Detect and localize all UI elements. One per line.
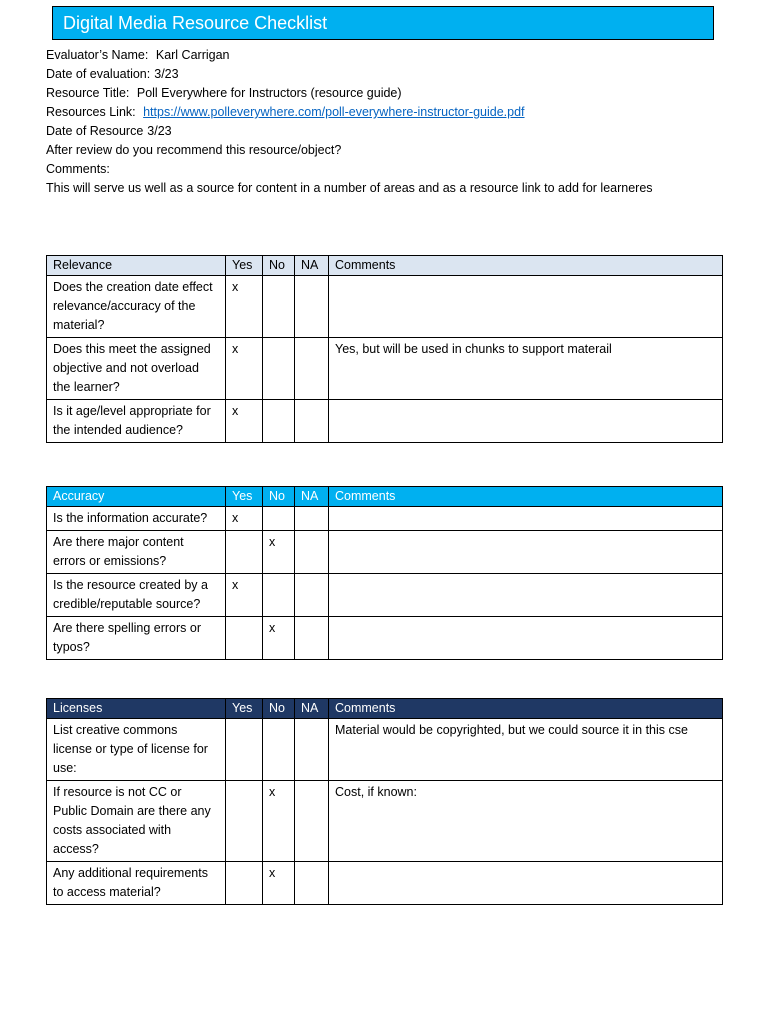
accuracy-header-na: NA	[295, 487, 329, 507]
na-cell	[295, 507, 329, 531]
relevance-header-no: No	[263, 256, 295, 276]
yes-cell	[226, 531, 263, 574]
licenses-header-yes: Yes	[226, 699, 263, 719]
yes-cell	[226, 781, 263, 862]
no-cell: x	[263, 862, 295, 905]
question-cell: Is the information accurate?	[47, 507, 226, 531]
table-row	[47, 574, 723, 617]
na-cell	[295, 862, 329, 905]
evaluation-meta	[46, 46, 746, 198]
accuracy-header-topic: Accuracy	[47, 487, 226, 507]
table-row	[47, 400, 723, 443]
resources-link-label: Resources Link:	[46, 105, 136, 119]
evaluator-label: Evaluator’s Name:	[46, 48, 149, 62]
table-row	[47, 781, 723, 862]
table-row	[47, 617, 723, 660]
recommend-question: After review do you recommend this resource/object?	[46, 143, 342, 157]
accuracy-header-yes: Yes	[226, 487, 263, 507]
resource-title-value: Poll Everywhere for Instructors (resource guide)	[136, 86, 402, 100]
resource-title-line	[46, 84, 746, 103]
relevance-header-comments: Comments	[329, 256, 723, 276]
question-cell: Does this meet the assigned objective and not overload the learner?	[47, 338, 226, 400]
table-row	[47, 719, 723, 781]
no-cell	[263, 507, 295, 531]
comment-cell	[329, 507, 723, 531]
evaluator-value: Karl Carrigan	[155, 48, 230, 62]
no-cell: x	[263, 781, 295, 862]
no-cell	[263, 338, 295, 400]
document-title-text: Digital Media Resource Checklist	[63, 12, 328, 33]
na-cell	[295, 338, 329, 400]
question-cell: Are there major content errors or emissions?	[47, 531, 226, 574]
table-row	[47, 507, 723, 531]
date-resource-line	[46, 122, 746, 141]
na-cell	[295, 400, 329, 443]
na-cell	[295, 276, 329, 338]
no-cell	[263, 574, 295, 617]
yes-cell: x	[226, 574, 263, 617]
accuracy-header-row	[47, 487, 723, 507]
na-cell	[295, 531, 329, 574]
comment-cell	[329, 862, 723, 905]
yes-cell	[226, 719, 263, 781]
no-cell	[263, 400, 295, 443]
relevance-header-row	[47, 256, 723, 276]
resources-link-line	[46, 103, 746, 122]
relevance-table	[46, 255, 723, 443]
resources-link[interactable]: https://www.polleverywhere.com/poll-everywhere-instructor-guide.pdf	[143, 105, 525, 119]
na-cell	[295, 617, 329, 660]
na-cell	[295, 719, 329, 781]
yes-cell: x	[226, 507, 263, 531]
date-evaluation-label: Date of evaluation:	[46, 67, 151, 81]
question-cell: List creative commons license or type of license for use:	[47, 719, 226, 781]
comment-cell	[329, 400, 723, 443]
relevance-header-yes: Yes	[226, 256, 263, 276]
evaluator-line	[46, 46, 746, 65]
licenses-header-row	[47, 699, 723, 719]
date-resource-value: 3/23	[147, 124, 172, 138]
comment-cell: Material would be copyrighted, but we could source it in this cse	[329, 719, 723, 781]
document-title	[52, 6, 714, 40]
comments-label: Comments:	[46, 162, 110, 176]
licenses-header-no: No	[263, 699, 295, 719]
relevance-header-na: NA	[295, 256, 329, 276]
no-cell: x	[263, 617, 295, 660]
resource-title-label: Resource Title:	[46, 86, 130, 100]
table-row	[47, 338, 723, 400]
licenses-body	[47, 719, 723, 905]
comment-cell	[329, 276, 723, 338]
question-cell: Is the resource created by a credible/reputable source?	[47, 574, 226, 617]
date-resource-label: Date of Resource	[46, 124, 144, 138]
yes-cell: x	[226, 400, 263, 443]
yes-cell: x	[226, 338, 263, 400]
date-evaluation-line	[46, 65, 746, 84]
comment-cell	[329, 617, 723, 660]
table-row	[47, 531, 723, 574]
comments-value: This will serve us well as a source for content in a number of areas and as a resource link to add for learneres	[46, 181, 653, 195]
comment-cell	[329, 531, 723, 574]
question-cell: Is it age/level appropriate for the intended audience?	[47, 400, 226, 443]
comment-cell: Yes, but will be used in chunks to support materail	[329, 338, 723, 400]
accuracy-table	[46, 486, 723, 660]
date-evaluation-value: 3/23	[154, 67, 179, 81]
yes-cell	[226, 862, 263, 905]
question-cell: Does the creation date effect relevance/accuracy of the material?	[47, 276, 226, 338]
licenses-header-comments: Comments	[329, 699, 723, 719]
licenses-table	[46, 698, 723, 905]
question-cell: If resource is not CC or Public Domain are there any costs associated with access?	[47, 781, 226, 862]
accuracy-header-no: No	[263, 487, 295, 507]
yes-cell	[226, 617, 263, 660]
yes-cell: x	[226, 276, 263, 338]
table-row	[47, 276, 723, 338]
na-cell	[295, 781, 329, 862]
relevance-header-topic: Relevance	[47, 256, 226, 276]
no-cell	[263, 276, 295, 338]
question-cell: Any additional requirements to access material?	[47, 862, 226, 905]
no-cell: x	[263, 531, 295, 574]
no-cell	[263, 719, 295, 781]
licenses-header-na: NA	[295, 699, 329, 719]
table-row	[47, 862, 723, 905]
licenses-header-topic: Licenses	[47, 699, 226, 719]
question-cell: Are there spelling errors or typos?	[47, 617, 226, 660]
relevance-body	[47, 276, 723, 443]
accuracy-body	[47, 507, 723, 660]
accuracy-header-comments: Comments	[329, 487, 723, 507]
comment-cell: Cost, if known:	[329, 781, 723, 862]
na-cell	[295, 574, 329, 617]
comment-cell	[329, 574, 723, 617]
